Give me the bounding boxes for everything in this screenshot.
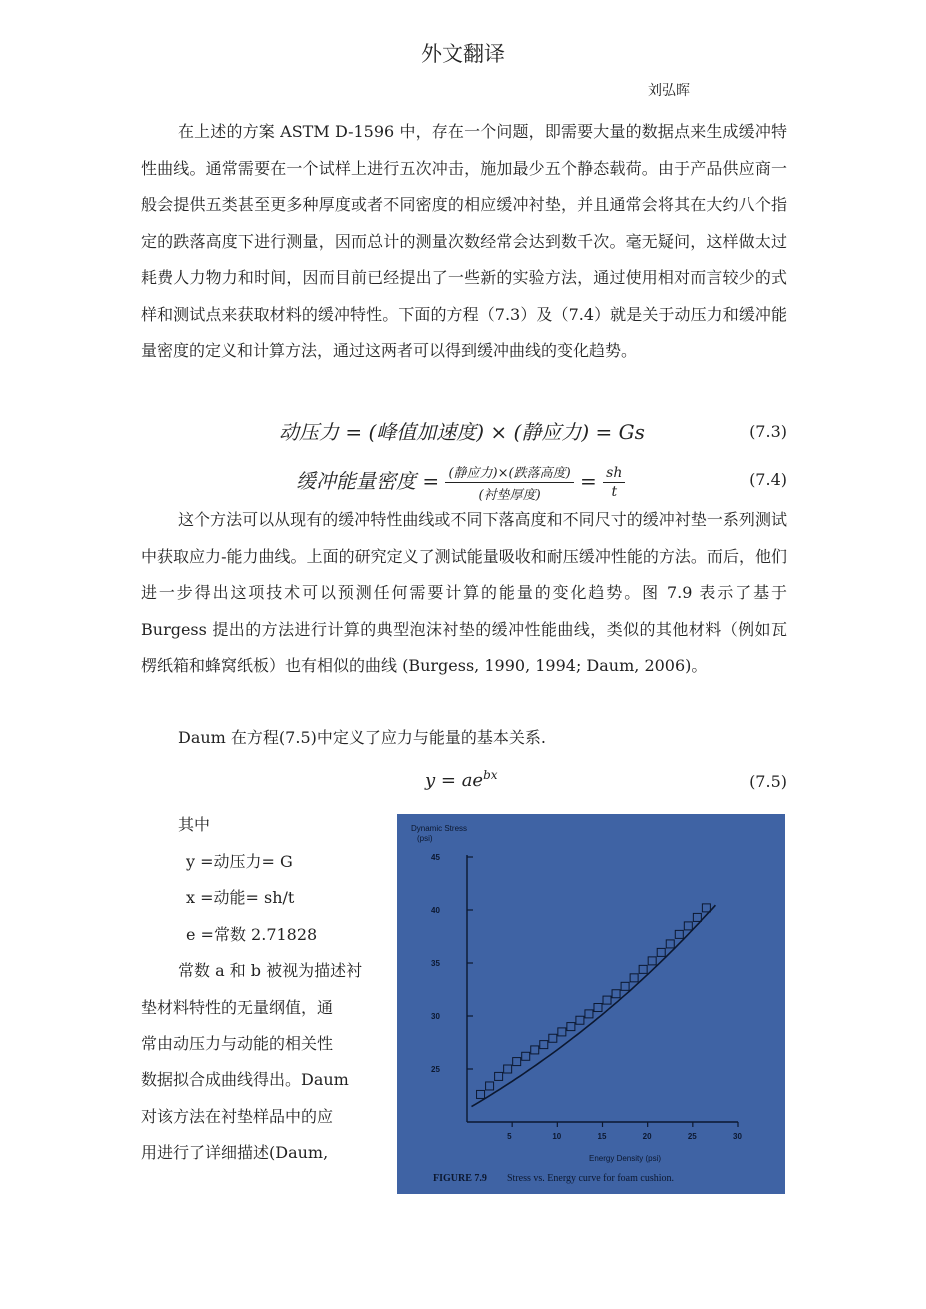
data-point bbox=[540, 1041, 548, 1049]
data-point bbox=[576, 1016, 584, 1024]
data-point bbox=[621, 982, 629, 990]
y-axis-label-line-1: Dynamic Stress bbox=[411, 824, 468, 833]
equation-7-4-number: (7.4) bbox=[749, 470, 787, 489]
where-item-e: e =常数 2.71828 bbox=[186, 925, 318, 944]
figure-caption-text: Stress vs. Energy curve for foam cushion. bbox=[507, 1173, 675, 1184]
equation-7-4-equals: = bbox=[580, 469, 597, 493]
y-tick-label: 25 bbox=[431, 1065, 440, 1074]
data-point bbox=[531, 1046, 539, 1054]
equation-7-3-expression: 动压力 = (峰值加速度) × (静应力) = Gs bbox=[279, 420, 645, 444]
equation-7-3-number: (7.3) bbox=[749, 422, 787, 441]
y-tick-label: 40 bbox=[431, 906, 440, 915]
author-name: 刘弘晖 bbox=[648, 83, 690, 99]
fraction-numerator: (静应力)×(跌落高度) bbox=[445, 462, 573, 483]
y-tick-label: 45 bbox=[431, 853, 440, 862]
equation-7-5-expression bbox=[425, 768, 498, 791]
data-point bbox=[558, 1028, 566, 1036]
paragraph-3: Daum 在方程(7.5)中定义了应力与能量的基本关系. bbox=[178, 728, 546, 747]
fit-curve bbox=[472, 905, 716, 1106]
data-point bbox=[675, 930, 683, 938]
paragraph-2: 这个方法可以从现有的缓冲特性曲线或不同下落高度和不同尺寸的缓冲衬垫一系列测试中获取应力-能力曲线。上面的研究定义了测试能量吸收和耐压缓冲性能的方法。而后，他们进一步得出这项技术可以预测任何需要计算的能量的变化趋势。图 7.9 表示了基于 Burgess 提出的方法进行计算的典型泡沫衬垫的缓冲性能曲线，类似的其他材料（例如瓦楞纸箱和蜂窝纸板）也有相似的曲线 (Burgess, 1990, 1994; Daum, 2006)。 bbox=[141, 510, 787, 675]
figure-7-9 bbox=[397, 814, 785, 1194]
fraction-2-numerator: sh bbox=[603, 465, 625, 483]
page-title: 外文翻译 bbox=[421, 42, 505, 66]
equation-7-5-lhs: y = ae bbox=[425, 770, 484, 791]
data-point bbox=[522, 1052, 530, 1060]
para4-line-5: 对该方法在衬垫样品中的应 bbox=[141, 1107, 334, 1126]
data-point bbox=[693, 913, 701, 921]
data-point bbox=[630, 974, 638, 982]
data-point bbox=[513, 1058, 521, 1066]
y-axis-label-line-2: (psi) bbox=[417, 834, 433, 843]
data-point bbox=[648, 957, 656, 965]
equation-7-5-exponent: bx bbox=[483, 768, 498, 782]
data-point bbox=[684, 922, 692, 930]
x-tick-label: 5 bbox=[507, 1132, 512, 1141]
stress-energy-chart bbox=[397, 814, 785, 1194]
figure-caption-label: FIGURE 7.9 bbox=[433, 1173, 487, 1184]
data-point bbox=[657, 948, 665, 956]
x-tick-label: 15 bbox=[597, 1132, 607, 1141]
y-tick-label: 35 bbox=[431, 959, 440, 968]
x-tick-label: 25 bbox=[687, 1132, 697, 1141]
x-axis-label: Energy Density (psi) bbox=[589, 1154, 662, 1163]
equation-7-4 bbox=[141, 456, 787, 502]
where-item-x: x =动能= sh/t bbox=[186, 888, 295, 907]
x-tick-label: 30 bbox=[733, 1132, 742, 1141]
data-point bbox=[549, 1034, 557, 1042]
data-point bbox=[504, 1065, 512, 1073]
equation-7-4-expression bbox=[296, 462, 625, 503]
equation-7-5-number: (7.5) bbox=[749, 772, 787, 791]
fraction-2-denominator: t bbox=[611, 484, 618, 500]
data-point bbox=[594, 1004, 602, 1012]
equation-7-4-lhs: 缓冲能量密度 = bbox=[296, 469, 440, 493]
para4-line-1: 常数 a 和 b 被视为描述衬 bbox=[178, 961, 363, 980]
data-point bbox=[567, 1023, 575, 1031]
equation-7-4-fraction-2 bbox=[603, 465, 625, 500]
where-label: 其中 bbox=[178, 815, 211, 834]
paragraph-1: 在上述的方案 ASTM D-1596 中，存在一个问题，即需要大量的数据点来生成缓冲特性曲线。通常需要在一个试样上进行五次冲击，施加最少五个静态载荷。由于产品供应商一般会提供五类甚至更多种厚度或者不同密度的相应缓冲衬垫，并且通常会将其在大约八个指定的跌落高度下进行测量，因而总计的测量次数经常会达到数千次。毫无疑问，这样做太过耗费人力物力和时间，因而目前已经提出了一些新的实验方法，通过使用相对而言较少的式样和测试点来获取材料的缓冲特性。下面的方程（7.3）及（7.4）就是关于动压力和缓冲能量密度的定义和计算方法，通过这两者可以得到缓冲曲线的变化趋势。 bbox=[141, 122, 787, 360]
equation-7-5 bbox=[141, 764, 787, 804]
data-point bbox=[612, 990, 620, 998]
x-tick-label: 20 bbox=[642, 1132, 652, 1141]
data-point bbox=[495, 1072, 503, 1080]
data-point bbox=[477, 1090, 485, 1098]
data-point bbox=[639, 965, 647, 973]
x-tick-label: 10 bbox=[552, 1132, 562, 1141]
para4-line-2: 垫材料特性的无量纲值，通 bbox=[141, 998, 334, 1017]
fraction-denominator: (衬垫厚度) bbox=[478, 488, 541, 503]
para4-line-3: 常由动压力与动能的相关性 bbox=[141, 1034, 334, 1053]
para4-line-4: 数据拟合成曲线得出。Daum bbox=[141, 1070, 349, 1089]
y-tick-label: 30 bbox=[431, 1012, 440, 1021]
data-point bbox=[585, 1010, 593, 1018]
data-point bbox=[486, 1082, 494, 1090]
where-item-y: y =动压力= G bbox=[186, 852, 293, 871]
equation-7-3 bbox=[141, 412, 787, 452]
equation-7-4-fraction bbox=[445, 462, 573, 503]
para4-line-6: 用进行了详细描述(Daum, bbox=[141, 1143, 329, 1162]
data-point bbox=[666, 940, 674, 948]
data-point bbox=[702, 904, 710, 912]
data-point bbox=[603, 996, 611, 1004]
